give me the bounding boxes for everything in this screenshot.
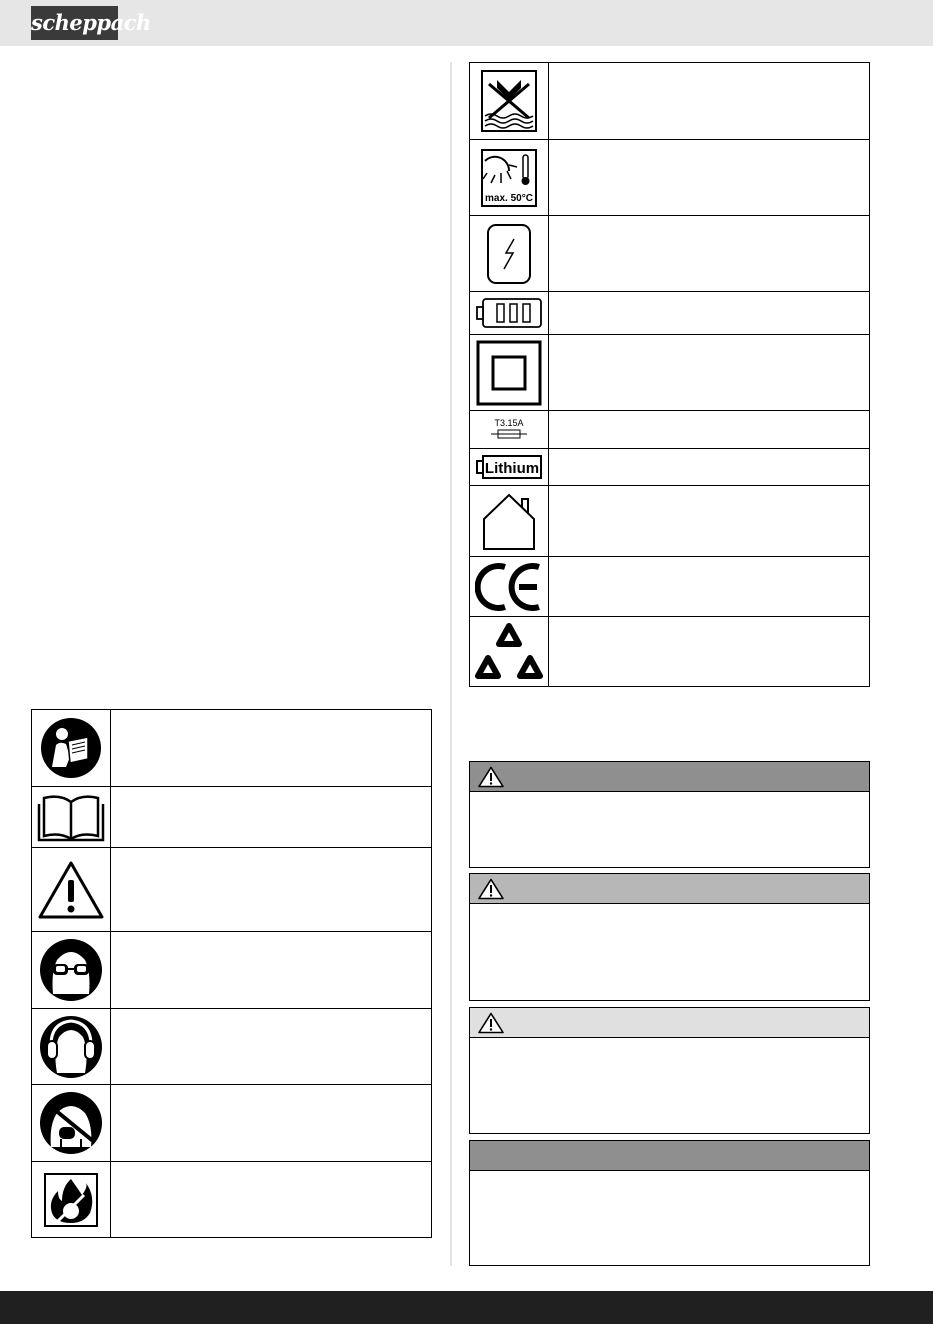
caution-text (470, 1038, 869, 1050)
symbol-icon-cell (470, 216, 549, 292)
notice-header-bar (470, 1141, 869, 1171)
symbol-row (32, 710, 432, 787)
max-temperature-label: max. 50°C (485, 192, 533, 204)
symbol-row (470, 617, 870, 687)
symbol-row (470, 292, 870, 335)
symbol-row (470, 140, 870, 216)
symbol-description (111, 787, 432, 848)
warning-text (470, 904, 869, 916)
symbol-description (549, 140, 870, 216)
symbol-icon-cell (32, 710, 111, 787)
symbol-icon-cell (470, 292, 549, 335)
sun-max-temperature-icon (481, 149, 537, 207)
symbol-row (32, 787, 432, 848)
symbol-description (549, 486, 870, 557)
symbol-icon-cell (470, 449, 549, 486)
symbol-description (111, 848, 432, 932)
symbol-description (549, 449, 870, 486)
symbol-description (549, 292, 870, 335)
symbol-row (32, 848, 432, 932)
symbol-icon-cell (32, 1009, 111, 1085)
symbol-description (549, 411, 870, 449)
symbol-icon-cell (470, 411, 549, 449)
symbol-icon-cell (470, 140, 549, 216)
symbol-icon-cell (470, 335, 549, 411)
fire-hazard-icon (44, 1173, 98, 1227)
symbol-icon-cell (470, 486, 549, 557)
danger-box (469, 761, 870, 868)
ear-protection-icon (39, 1015, 103, 1079)
symbol-icon-cell (32, 1085, 111, 1162)
symbol-description (111, 1009, 432, 1085)
symbol-icon-cell (32, 932, 111, 1009)
danger-header-bar (470, 762, 869, 792)
symbol-icon-cell (470, 617, 549, 687)
device-symbols-table (469, 62, 870, 687)
symbol-row (470, 486, 870, 557)
symbol-description (111, 932, 432, 1009)
lithium-battery-icon (475, 454, 543, 480)
fuse-icon (489, 417, 529, 443)
symbol-row (470, 557, 870, 617)
warning-triangle-icon (478, 878, 504, 900)
symbol-row (32, 1009, 432, 1085)
symbol-description (549, 335, 870, 411)
warning-box (469, 873, 870, 1001)
notice-text (470, 1171, 869, 1183)
symbol-icon-cell (32, 787, 111, 848)
symbol-icon-cell (470, 557, 549, 617)
danger-text (470, 792, 869, 804)
symbol-description (111, 710, 432, 787)
battery-level-icon (475, 297, 543, 329)
recycling-triangles-icon (474, 622, 544, 682)
eye-protection-icon (39, 938, 103, 1002)
symbol-row (32, 1162, 432, 1238)
protection-class-ii-icon (476, 340, 542, 406)
notice-box (469, 1140, 870, 1266)
symbol-row (32, 932, 432, 1009)
safety-symbols-table (31, 709, 432, 1238)
caution-header-bar (470, 1008, 869, 1038)
symbol-description (111, 1085, 432, 1162)
respiratory-protection-icon (39, 1091, 103, 1155)
page-footer (0, 1291, 933, 1324)
fuse-rating-label: T3.15A (494, 417, 524, 428)
symbol-icon-cell (470, 63, 549, 140)
lithium-label: Lithium (484, 460, 540, 477)
warning-triangle-icon (478, 766, 504, 788)
page-header (0, 0, 933, 46)
open-book-icon (36, 792, 106, 842)
symbol-row (470, 216, 870, 292)
symbol-row (470, 63, 870, 140)
read-manual-person-icon (40, 717, 102, 779)
symbol-description (111, 1162, 432, 1238)
symbol-icon-cell (32, 848, 111, 932)
warning-triangle-icon (478, 1012, 504, 1034)
no-water-icon (481, 70, 537, 132)
symbol-description (549, 617, 870, 687)
symbol-row (470, 335, 870, 411)
column-divider (450, 62, 452, 1266)
symbol-description (549, 63, 870, 140)
symbol-row (470, 449, 870, 486)
indoor-use-house-icon (478, 491, 540, 551)
charger-lightning-icon (486, 223, 532, 285)
ce-mark-icon (475, 561, 543, 613)
symbol-row (32, 1085, 432, 1162)
warning-triangle-icon (38, 860, 104, 920)
warning-header-bar (470, 874, 869, 904)
symbol-icon-cell (32, 1162, 111, 1238)
symbol-description (549, 557, 870, 617)
scheppach-logo: scheppach (31, 6, 118, 40)
caution-box (469, 1007, 870, 1134)
symbol-row (470, 411, 870, 449)
symbol-description (549, 216, 870, 292)
